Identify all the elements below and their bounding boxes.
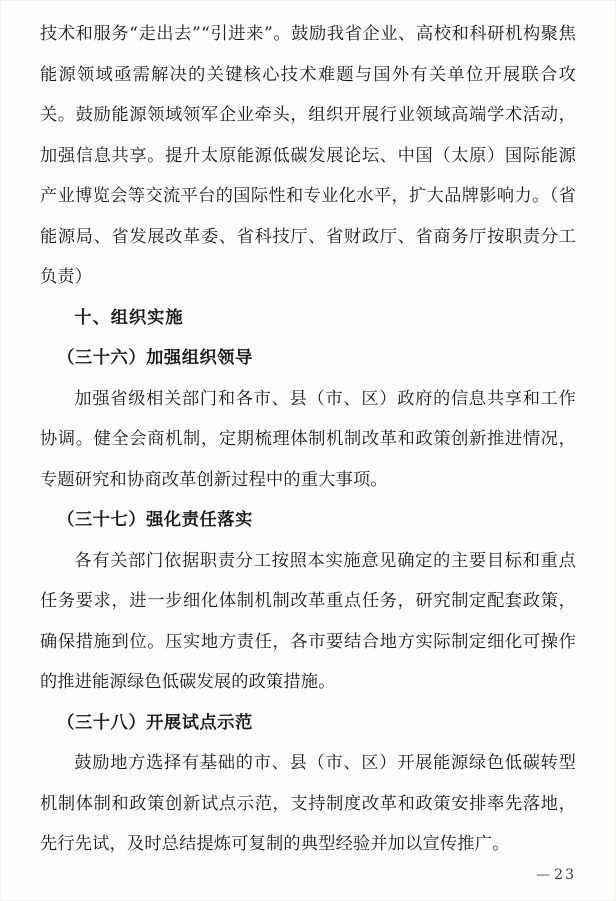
subsection-heading-37: （三十七）强化责任落实 <box>57 510 253 530</box>
paragraph-continued: 技术和服务“走出去”“引进来”。鼓励我省企业、高校和科研机构聚焦能源领域亟需解决的关键核心技术难题与国外有关单位开展联合攻关。鼓励能源领域领军企业牵头，组织开展行业领域高端学术活动，加强信息共享。提升太原能源低碳发展论坛、中国（太原）国际能源产业博览会等交流平台的国际性和专业化水平，扩大品牌影响力。（省能源局、省发展改革委、省科技厅、省财政厅、省商务厅按职责分工负责） <box>40 24 576 287</box>
paragraph-36-body: 加强省级相关部门和各市、县（市、区）政府的信息共享和工作协调。健全会商机制，定期梳理体制机制改革和政策创新推进情况，专题研究和协商改革创新过程中的重大事项。 <box>40 388 576 490</box>
document-body <box>40 14 576 865</box>
subsection-heading-38: （三十八）开展试点示范 <box>57 712 253 733</box>
paragraph-37-body: 各有关部门依据职责分工按照本实施意见确定的主要目标和重点任务要求，进一步细化体制机制改革重点任务，研究制定配套政策，确保措施到位。压实地方责任，各市要结合地方实际制定细化可操作的推进能源绿色低碳发展的政策措施。 <box>40 550 576 692</box>
subsection-heading-36: （三十六）加强组织领导 <box>57 348 253 368</box>
footer-page-number: 23 <box>554 867 576 883</box>
paragraph-38-body: 鼓励地方选择有基础的市、县（市、区）开展能源绿色低碳转型机制体制和政策创新试点示范，支持制度改革和政策安排率先落地，先行先试，及时总结提炼可复制的典型经验并加以宣传推广。 <box>40 753 576 854</box>
footer-dash-left: — <box>536 867 553 883</box>
page-footer <box>0 867 576 883</box>
section-heading-ten: 十、组织实施 <box>74 307 184 328</box>
